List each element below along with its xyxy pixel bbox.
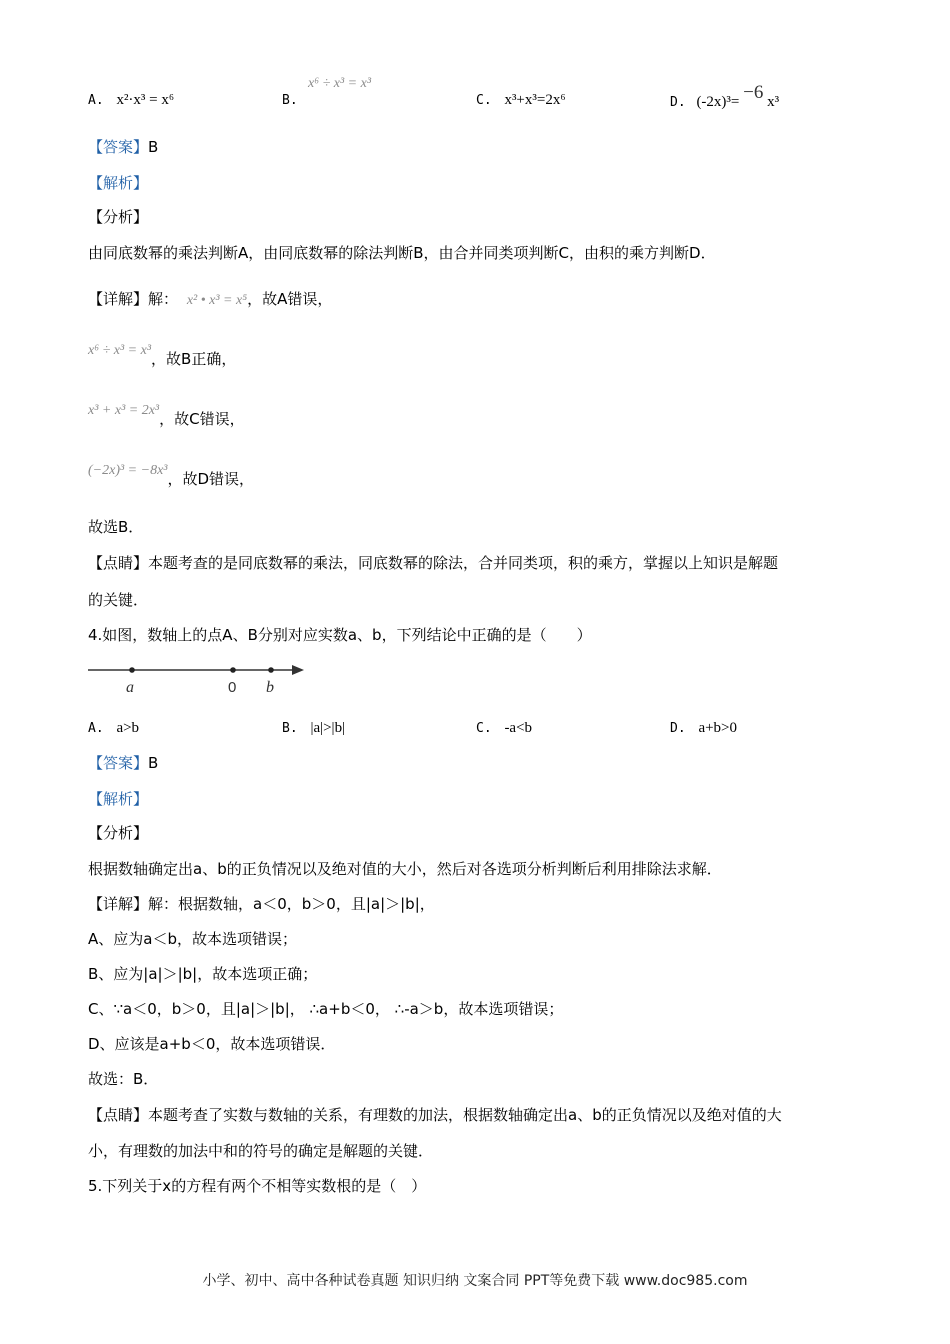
q3-answer <box>88 136 158 157</box>
option-letter: C. <box>476 721 492 736</box>
q3-detail-line-4 <box>88 458 255 488</box>
detail-label: 【详解】 <box>88 895 149 913</box>
q4-fenxi-text: 根据数轴确定出a、b的正负情况以及绝对值的大小，然后对各选项分析判断后利用排除法求解． <box>88 860 722 878</box>
option-text: a+b>0 <box>698 720 738 736</box>
detail-text: 解：根据数轴，a＜0，b＞0，且|a|＞|b|， <box>148 895 435 913</box>
q4-option-d <box>670 718 737 737</box>
answer-label: 【答案】 <box>88 138 149 156</box>
answer-label: 【答案】 <box>88 754 149 772</box>
q4-analysis-label: 【解析】 <box>88 790 149 808</box>
option-text: x²·x³ = x⁶ <box>116 92 175 108</box>
option-text: a>b <box>116 720 140 736</box>
label-b: b <box>266 679 274 696</box>
q5-stem: 5.下列关于x的方程有两个不相等实数根的是（ ） <box>88 1177 427 1195</box>
option-letter: D. <box>670 95 686 110</box>
q3-option-c <box>476 90 566 109</box>
option-d-tail: x³ <box>763 94 780 110</box>
q4-stem: 4.如图，数轴上的点A、B分别对应实数a、b，下列结论中正确的是（ ） <box>88 626 592 644</box>
q4-conclusion: 故选：B． <box>88 1070 159 1088</box>
q3-option-d <box>670 82 780 110</box>
q3-analysis-label: 【解析】 <box>88 174 149 192</box>
dianjing-text: 本题考查了实数与数轴的关系，有理数的加法，根据数轴确定出a、b的正负情况以及绝对值的大 <box>148 1106 782 1124</box>
number-line-figure <box>86 658 316 698</box>
option-text: -a<b <box>504 720 533 736</box>
q3-fenxi-text: 由同底数幂的乘法判断A，由同底数幂的除法判断B，由合并同类项判断C，由积的乘方判断D． <box>88 244 716 262</box>
option-letter: B. <box>282 721 298 736</box>
q4-line-c: C、∵a＜0，b＞0，且|a|＞|b|， ∴a+b＜0， ∴-a＞b，故本选项错误； <box>88 1000 564 1018</box>
q4-line-d: D、应该是a+b＜0，故本选项错误． <box>88 1035 336 1053</box>
detail-intro: 解： <box>148 290 179 308</box>
detail-text: ，故B正确， <box>151 350 237 368</box>
answer-value: B <box>148 138 159 156</box>
q4-line-b: B、应为|a|＞|b|，故本选项正确； <box>88 965 318 983</box>
dianjing-label: 【点睛】 <box>88 1106 149 1124</box>
option-text: (-2x)³= <box>696 94 744 110</box>
detail-label: 【详解】 <box>88 290 149 308</box>
arrow-icon <box>292 665 304 675</box>
point-a <box>129 667 135 673</box>
q3-detail-line-2 <box>88 338 237 368</box>
q3-fenxi-label: 【分析】 <box>88 208 149 226</box>
page-footer: 小学、初中、高中各种试卷真题 知识归纳 文案合同 PPT等免费下载 www.doc985.com <box>202 1273 748 1289</box>
q4-answer <box>88 752 158 773</box>
label-a: a <box>126 679 134 696</box>
detail-formula: x⁶ ÷ x³ = x³ <box>88 343 152 358</box>
q3-conclusion: 故选B． <box>88 518 144 536</box>
option-letter: A. <box>88 93 104 108</box>
option-letter: B. <box>282 93 298 108</box>
q3-option-b-formula: x⁶ ÷ x³ = x³ <box>308 76 372 91</box>
option-text: |a|>|b| <box>310 720 346 736</box>
q3-detail <box>88 288 332 309</box>
q3-detail-line-3 <box>88 398 245 428</box>
q3-dianjing <box>88 552 778 573</box>
detail-formula: x² • x³ = x⁵ <box>186 293 248 308</box>
point-zero <box>230 667 236 673</box>
q4-dianjing-line-2: 小，有理数的加法中和的符号的确定是解题的关键． <box>88 1142 434 1160</box>
dianjing-text: 本题考查的是同底数幂的乘法，同底数幂的除法，合并同类项，积的乘方，掌握以上知识是解题 <box>148 554 779 572</box>
q4-dianjing <box>88 1104 782 1125</box>
point-b <box>268 667 274 673</box>
option-text: x³+x³=2x⁶ <box>504 92 566 108</box>
q4-detail <box>88 893 435 914</box>
option-letter: A. <box>88 721 104 736</box>
detail-text: ，故A错误， <box>247 290 333 308</box>
detail-text: ，故C错误， <box>159 410 245 428</box>
answer-value: B <box>148 754 159 772</box>
detail-formula: x³ + x³ = 2x³ <box>88 403 160 418</box>
q4-line-a: A、应为a＜b，故本选项错误； <box>88 930 297 948</box>
q3-dianjing-line-2: 的关键． <box>88 591 149 609</box>
option-letter: C. <box>476 93 492 108</box>
detail-formula: (−2x)³ = −8x³ <box>88 463 168 478</box>
dianjing-label: 【点睛】 <box>88 554 149 572</box>
q4-option-b <box>282 718 345 737</box>
option-d-coefficient: −6 <box>743 82 764 103</box>
q4-option-c <box>476 718 532 737</box>
q4-fenxi-label: 【分析】 <box>88 824 149 842</box>
option-letter: D. <box>670 721 686 736</box>
detail-text: ，故D错误， <box>167 470 255 488</box>
label-zero: 0 <box>228 679 237 696</box>
q3-option-b <box>282 90 298 108</box>
q3-option-a <box>88 90 174 109</box>
q4-option-a <box>88 718 139 737</box>
